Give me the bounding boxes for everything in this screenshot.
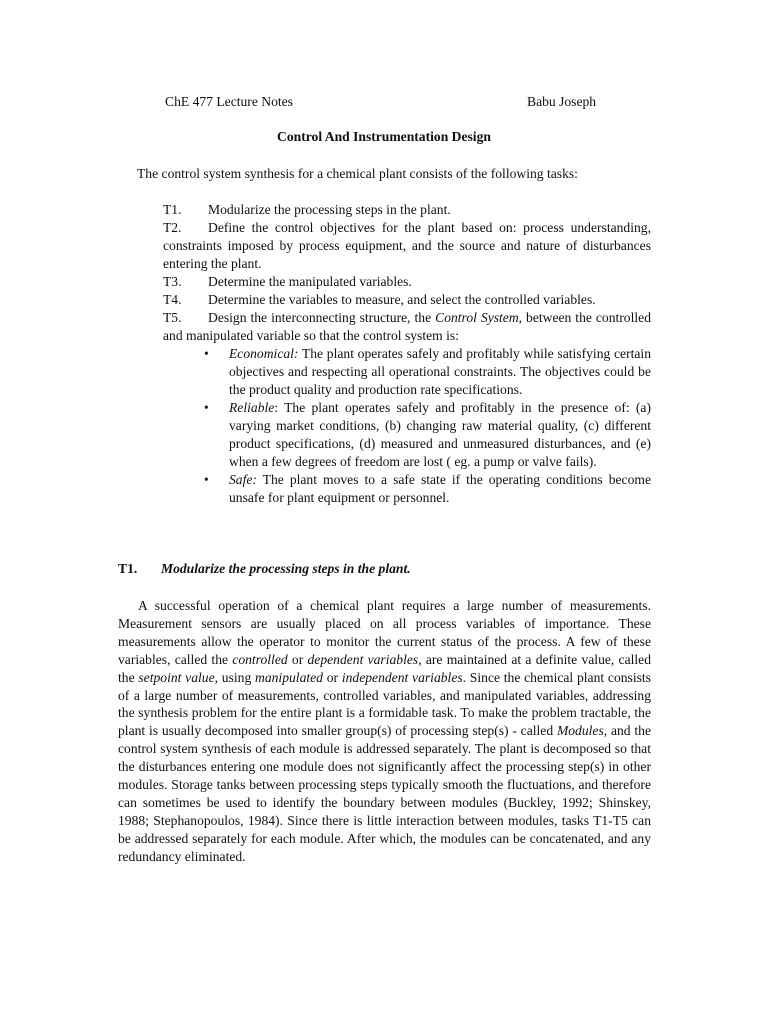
task-item-t5 <box>163 309 651 345</box>
body-text: or <box>322 669 342 685</box>
task-label: T1. <box>163 202 182 217</box>
task-text: Define the control objectives for the plant based on: process understanding, constraints imposed by process equipment, and the source and nature of disturbances entering the plant. <box>163 220 651 271</box>
body-paragraph <box>118 597 651 866</box>
body-term: manipulated <box>255 669 323 685</box>
task-text: Determine the variables to measure, and select the controlled variables. <box>208 292 596 307</box>
task-item-t2 <box>163 219 651 273</box>
criteria-safe <box>204 471 651 507</box>
bullet-icon: • <box>204 472 209 487</box>
document-title: Control And Instrumentation Design <box>277 129 491 144</box>
bullet-icon: • <box>204 346 209 361</box>
course-label: ChE 477 Lecture Notes <box>165 94 293 109</box>
task-item-t3 <box>163 273 651 291</box>
task-list <box>163 201 651 507</box>
intro-text: The control system synthesis for a chemical plant consists of the following tasks: <box>137 166 578 181</box>
body-term: Modules <box>556 723 604 739</box>
task-item-t4 <box>163 291 651 309</box>
body-term: independent variables <box>341 669 463 685</box>
body-text: A successful operation of a chemical plant requires a large number of measurements. Measurement sensors are usually placed on all process variables of importance. These measurements allow the operator to monitor the current status of the process. A few of these variables, called the <box>118 598 651 667</box>
criteria-label: Reliable <box>229 400 275 415</box>
body-term: setpoint value <box>138 669 215 685</box>
criteria-label: Safe: <box>229 472 257 487</box>
task-item-t1 <box>163 201 651 219</box>
body-text: , and the control system synthesis of each module is addressed separately. The plant is decomposed so that the disturbances entering one module does not significantly affect the processing step(s) in other modules. Storage tanks between processing steps typically smooth the fluctuations, and therefore can sometimes be used to identify the boundary between modules (Buckley, 1992; Shinskey, 1988; Stephanopoulos, 1984). Since there is little interaction between modules, tasks T1-T5 can be addressed separately for each module. After which, the modules can be concatenated, and any redundancy eliminated. <box>118 723 651 864</box>
body-term: controlled <box>232 651 288 667</box>
task-label: T4. <box>163 292 182 307</box>
task-label: T5. <box>163 310 182 325</box>
criteria-economical <box>204 345 651 399</box>
criteria-text: The plant moves to a safe state if the operating conditions become unsafe for plant equipment or personnel. <box>229 472 651 505</box>
task-text: Determine the manipulated variables. <box>208 274 412 289</box>
body-text: or <box>287 651 308 667</box>
task-label: T2. <box>163 220 182 235</box>
body-text: . Since the chemical plant consists of a large number of measurements, controlled variables, and manipulated variables, addressing the synthesis problem for the entire plant is a formidable task. To make the problem tractable, the plant is usually decomposed into smaller group(s) of processing step(s) - called <box>118 669 651 739</box>
section-number: T1. <box>118 561 138 576</box>
task-text: , between the controlled and manipulated variable so that the control system is: <box>163 310 651 343</box>
task-text: Modularize the processing steps in the plant. <box>208 202 451 217</box>
body-term: dependent variables <box>307 651 419 667</box>
body-text: , using <box>214 669 256 685</box>
bullet-icon: • <box>204 400 209 415</box>
criteria-list <box>163 345 651 507</box>
section-heading <box>118 561 411 577</box>
criteria-label: Economical: <box>229 346 299 361</box>
task-label: T3. <box>163 274 182 289</box>
criteria-reliable <box>204 399 651 471</box>
criteria-text: The plant operates safely and profitably while satisfying certain objectives and respecting all operational constraints. The objectives could be the product quality and production rate specifications. <box>229 346 651 397</box>
criteria-text: : The plant operates safely and profitably in the presence of: (a) varying market conditions, (b) changing raw material quality, (c) different product specifications, (d) measured and unmeasured disturbances, and (e) when a few degrees of freedom are lost ( eg. a pump or valve fails). <box>229 400 651 469</box>
task-text: Design the interconnecting structure, the <box>208 310 436 325</box>
section-title: Modularize the processing steps in the plant. <box>161 561 411 576</box>
author-name: Babu Joseph <box>527 94 597 109</box>
task-text-italic: Control System <box>435 310 519 325</box>
body-text: , are maintained at a definite value, called the <box>118 651 652 685</box>
